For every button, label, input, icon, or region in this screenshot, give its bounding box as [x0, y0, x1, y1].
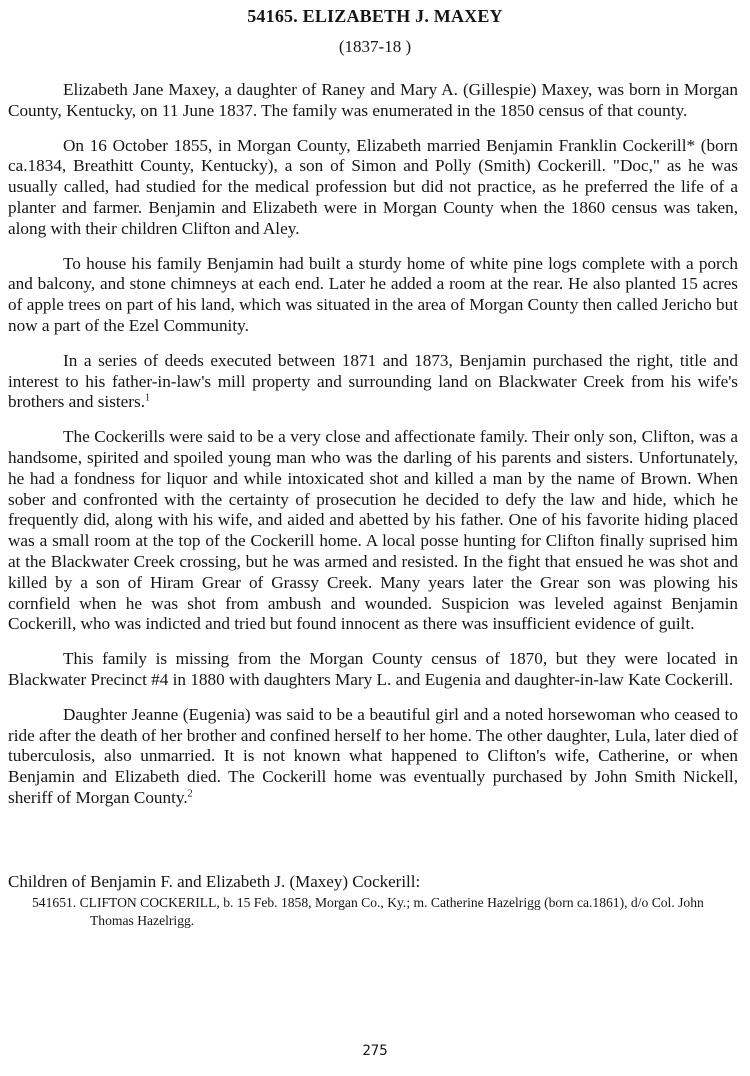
paragraph-marriage: On 16 October 1855, in Morgan County, Elizabeth married Benjamin Franklin Cockerill* (born ca.1834, Breathitt County, Kentucky), a son of Simon and Polly (Smith) Cockerill. "Doc," as he was usually called, had studied for the medical profession but did not practice, as he preferred the life of a planter and farmer. Benjamin and Elizabeth were in Morgan County when the 1860 census was taken, along with their children Clifton and Aley. [8, 135, 738, 238]
paragraph-home: To house his family Benjamin had built a sturdy home of white pine logs complete with a porch and balcony, and stone chimneys at each end. Later he added a room at the rear. He also planted 15 acres of apple trees on part of his land, which was situated in the area of Morgan County then called Jericho but now a part of the Ezel Community. [8, 253, 738, 335]
entry-title: 54165. ELIZABETH J. MAXEY [247, 6, 503, 26]
paragraph-birth: Elizabeth Jane Maxey, a daughter of Raney and Mary A. (Gillespie) Maxey, was born in Morgan County, Kentucky, on 11 June 1837. The family was enumerated in the 1850 census of that county. [8, 80, 738, 120]
paragraph-daughters [8, 705, 738, 809]
paragraph-clifton: The Cockerills were said to be a very close and affectionate family. Their only son, Clifton, was a handsome, spirited and spoiled young man who was the darling of his parents and sisters. Unfortunately, he had a fondness for liquor and while intoxicated shot and killed a man by the name of Brown. When sober and confronted with the certainty of prosecution he decided to defy the law and hide, which he frequently did, along with his wife, and aided and abetted by his father. One of his favorite hiding placed was a small room at the top of the Cockerill home. A local posse hunting for Clifton finally suprised him at the Blackwater Creek crossing, but he was armed and resisted. In the fight that ensued he was shot and killed by a son of Hiram Grear of Grassy Creek. Many years later the Grear son was plowing his cornfield when he was shot from ambush and wounded. Suspicion was leveled against Benjamin Cockerill, who was indicted and tried but found innocent as there was insufficient evidence of guilt. [8, 427, 738, 634]
child-entry: 541651. CLIFTON COCKERILL, b. 15 Feb. 1858, Morgan Co., Ky.; m. Catherine Hazelrigg (born ca.1861), d/o Col. John Thomas Hazelrigg. [32, 895, 704, 928]
biography-body [8, 80, 738, 823]
paragraph-deeds-text: In a series of deeds executed between 1871 and 1873, Benjamin purchased the right, title and interest to his father-in-law's mill property and surrounding land on Blackwater Creek from his wife's brothers and sisters. [8, 350, 738, 412]
paragraph-census: This family is missing from the Morgan County census of 1870, but they were located in Blackwater Precinct #4 in 1880 with daughters Mary L. and Eugenia and daughter-in-law Kate Cockerill. [8, 649, 738, 689]
life-dates: (1837-18 ) [338, 37, 412, 56]
paragraph-deeds [8, 351, 738, 413]
children-heading: Children of Benjamin F. and Elizabeth J. (Maxey) Cockerill: [8, 872, 421, 891]
page-number: 275 [362, 1043, 388, 1059]
footnote-mark-2: 2 [187, 788, 193, 800]
footnote-mark-1: 1 [145, 392, 150, 404]
paragraph-daughters-text: Daughter Jeanne (Eugenia) was said to be a beautiful girl and a noted horsewoman who ceased to ride after the death of her brother and confined herself to her home. The other daughter, Lula, later died of tuberculosis, also unmarried. It is not known what happened to Clifton's wife, Catherine, or when Benjamin and Elizabeth died. The Cockerill home was eventually purchased by John Smith Nickell, sheriff of Morgan County. [8, 704, 738, 807]
